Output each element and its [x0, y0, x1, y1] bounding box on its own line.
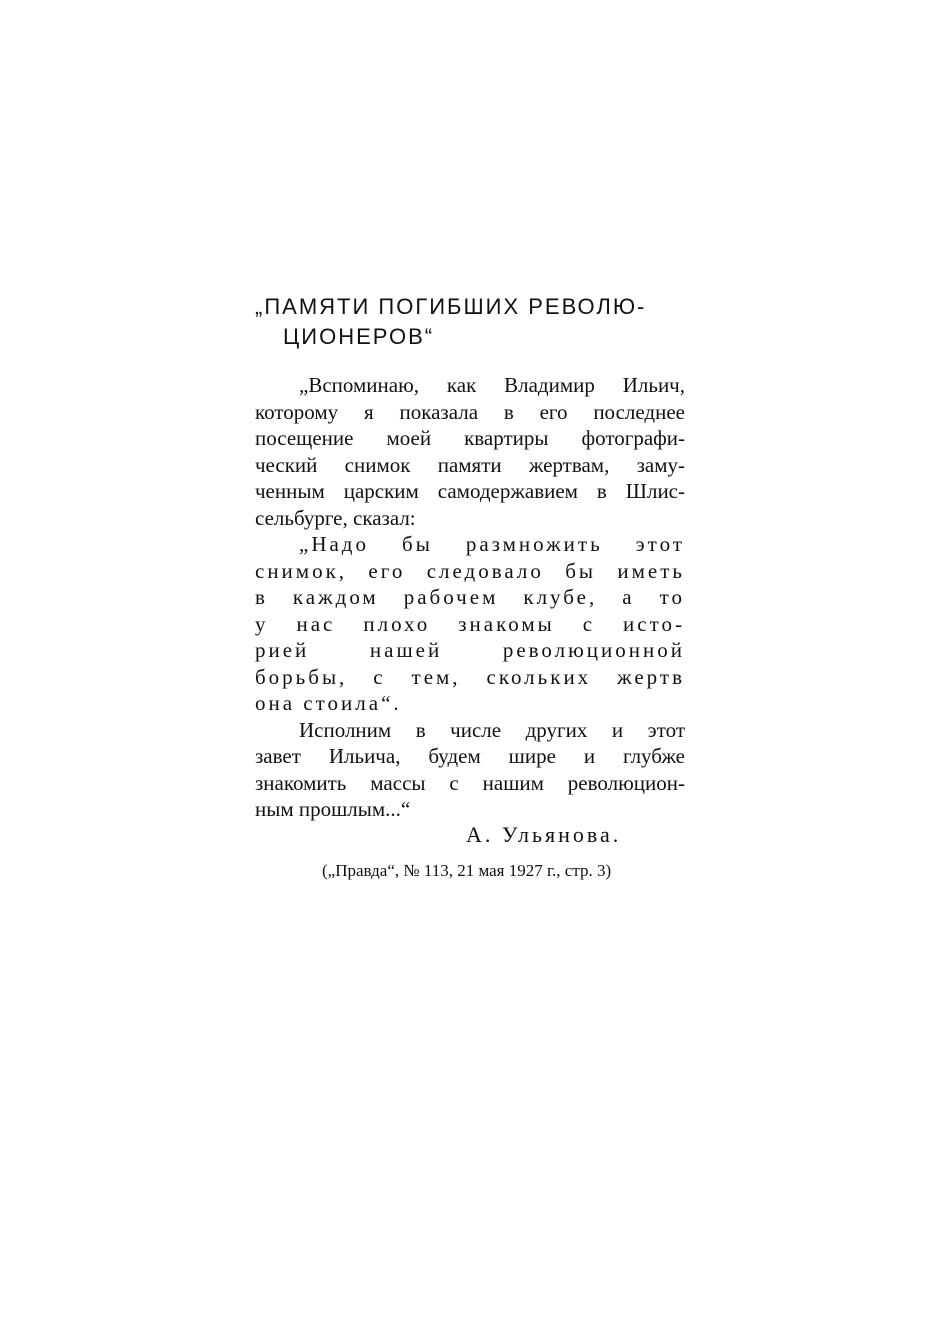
signature: А. Ульянова.	[466, 822, 622, 847]
quote-line: в каждом рабочем клубе, а то	[255, 585, 685, 609]
title-line-2: ЦИОНЕРОВ“	[283, 324, 435, 349]
text-line: которому я показала в его последнее	[255, 399, 685, 424]
text-line: сельбурге, сказал:	[255, 505, 416, 530]
quote-line: она стоила“.	[255, 691, 402, 715]
text-line: знакомить массы с нашим революцион-	[255, 770, 685, 795]
paragraph-quote	[255, 531, 685, 717]
text-line: ческий снимок памяти жертвам, заму-	[255, 452, 685, 477]
paragraph-intro	[255, 372, 685, 531]
paragraph-conclusion	[255, 717, 685, 823]
text-line: посещение моей квартиры фотографи-	[255, 426, 685, 450]
quote-line: снимок, его следовало бы иметь	[255, 558, 685, 583]
text-line: завет Ильича, будем шире и глубже	[255, 744, 685, 768]
source-citation: („Правда“, № 113, 21 мая 1927 г., стр. 3)	[322, 861, 612, 880]
page-title	[255, 292, 685, 352]
text-line: „Вспоминаю, как Владимир Ильич,	[299, 373, 685, 397]
text-line: ченным царским самодержавием в Шлис-	[255, 479, 685, 503]
quote-line: борьбы, с тем, скольких жертв	[255, 664, 685, 689]
text-line: ным прошлым...“	[255, 797, 411, 821]
quote-line: „Надо бы размножить этот	[299, 532, 685, 556]
quote-line: рией нашей революционной	[255, 638, 685, 662]
article-body	[255, 372, 685, 823]
quote-line: у нас плохо знакомы с исто-	[255, 611, 685, 636]
text-line: Исполним в числе других и этот	[299, 717, 685, 742]
title-line-1: „ПАМЯТИ ПОГИБШИХ РЕВОЛЮ-	[255, 294, 647, 319]
